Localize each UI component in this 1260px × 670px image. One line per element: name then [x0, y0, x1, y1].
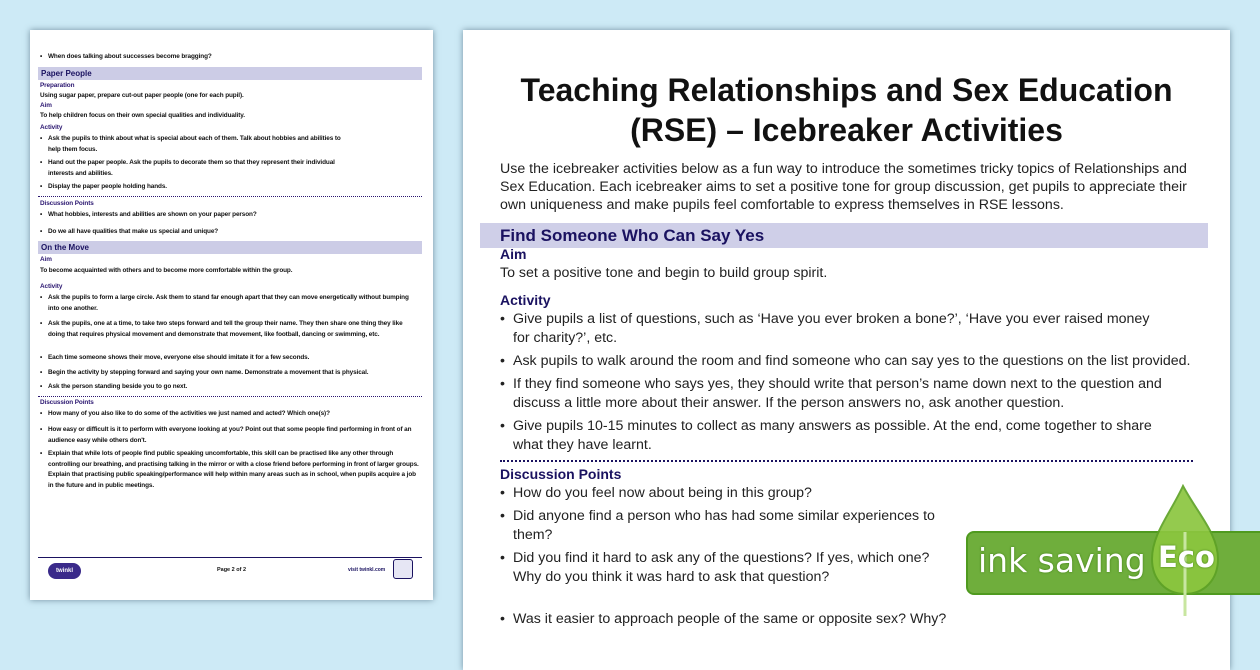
list-item: • If they find someone who says yes, they should write that person’s name down next to the question and discuss a little more about their answer. If the person answers no, ask another question. [500, 375, 1165, 412]
title-line-2: (RSE) – Icebreaker Activities [630, 112, 1063, 148]
paragraph: To help children focus on their own special qualities and individuality. [40, 112, 245, 119]
list-item: • How easy or difficult is it to perform with everyone looking at you? Point out that some people find performing in front of an audience easy while others don't. [40, 425, 420, 446]
subheading-discussion: Discussion Points [500, 466, 622, 482]
footer-divider [38, 557, 422, 558]
list-item: • Did you find it hard to ask any of the questions? If yes, which one? Why do you think it was hard to ask that question? [500, 549, 955, 586]
divider [500, 460, 1193, 462]
list-item: • How many of you also like to do some of the activities we just named and acted? Which one(s)? [40, 409, 420, 420]
divider [38, 196, 422, 197]
intro-paragraph: Use the icebreaker activities below as a fun way to introduce the sometimes tricky topics of Relationships and Sex Education. Each icebreaker aims to set a positive tone for group discussion, get pupils to appreciate their own uniqueness and make pupils feel comfortable to express themselves in RSE lessons. [500, 161, 1187, 213]
page-2-preview [30, 30, 433, 600]
list-item: • Do we all have qualities that make us special and unique? [40, 227, 420, 238]
list-item: • What hobbies, interests and abilities are shown on your paper person? [40, 210, 420, 221]
subheading: Preparation [40, 82, 75, 89]
divider [38, 396, 422, 397]
section-heading: Find Someone Who Can Say Yes [480, 223, 1208, 248]
subheading: Aim [40, 256, 52, 263]
list-item: • Ask the pupils, one at a time, to take two steps forward and tell the group their name. They then share one thing they like doing that requires physical movement and demonstrate that movement, like football, dancing or swimming, etc. [40, 319, 420, 340]
ink-saving-label: ink saving [978, 541, 1146, 580]
list-item: • Begin the activity by stepping forward and saying your own name. Demonstrate a movement that is physical. [40, 368, 420, 379]
list-item: • Was it easier to approach people of the same or opposite sex? Why? [500, 610, 1020, 629]
subheading: Activity [40, 283, 63, 290]
list-item: • Explain that while lots of people find public speaking uncomfortable, this skill can be practised like any other through controlling our breathing, and practising talking in the mirror or with a close friend before performing in front of larger groups. Explain that practising public speaking/performance will help within many areas such as in school, when pupils acquire a job in the future and in public meetings. [40, 449, 420, 491]
list-item: • Did anyone find a person who has had some similar experiences to them? [500, 507, 955, 544]
paragraph: To become acquainted with others and to become more comfortable within the group. [40, 267, 293, 274]
subheading: Discussion Points [40, 399, 94, 406]
list-item: • Ask the pupils to think about what is special about each of them. Talk about hobbies and abilities to help them focus. [40, 134, 350, 155]
paragraph: Using sugar paper, prepare cut-out paper people (one for each pupil). [40, 92, 244, 99]
list-item: • Each time someone shows their move, everyone else should imitate it for a few seconds. [40, 353, 420, 364]
twinkl-logo: twinkl [48, 563, 81, 579]
list-item: • Ask pupils to walk around the room and find someone who can say yes to the questions on the list provided. [500, 352, 1200, 371]
subheading: Discussion Points [40, 200, 94, 207]
aim-text: To set a positive tone and begin to build group spirit. [500, 265, 828, 281]
list-item: • Display the paper people holding hands. [40, 182, 420, 193]
footer-link[interactable]: visit twinkl.com [348, 567, 386, 573]
eco-label: Eco [1158, 540, 1215, 574]
subheading: Activity [40, 124, 63, 131]
section-heading: On the Move [38, 241, 422, 254]
subheading-aim: Aim [500, 246, 527, 262]
page-number: Page 2 of 2 [216, 567, 247, 573]
list-item: • Give pupils a list of questions, such as ‘Have you ever broken a bone?’, ‘Have you ever raised money for charity?’, etc. [500, 310, 1165, 347]
list-item: • How do you feel now about being in this group? [500, 484, 1200, 503]
list-item: • When does talking about successes become bragging? [40, 52, 420, 63]
subheading-activity: Activity [500, 292, 551, 308]
section-heading: Paper People [38, 67, 422, 80]
quality-badge-icon [393, 559, 413, 579]
list-item: • Ask the pupils to form a large circle. Ask them to stand far enough apart that they can move energetically without bumping into one another. [40, 293, 420, 314]
list-item: • Hand out the paper people. Ask the pupils to decorate them so that they represent their individual interests and abilities. [40, 158, 340, 179]
page-title [463, 70, 1230, 150]
list-item: • Give pupils 10-15 minutes to collect as many answers as possible. At the end, come together to share what they have learnt. [500, 417, 1180, 454]
subheading: Aim [40, 102, 52, 109]
title-line-1: Teaching Relationships and Sex Education [520, 72, 1173, 108]
list-item: • Ask the person standing beside you to go next. [40, 382, 420, 393]
